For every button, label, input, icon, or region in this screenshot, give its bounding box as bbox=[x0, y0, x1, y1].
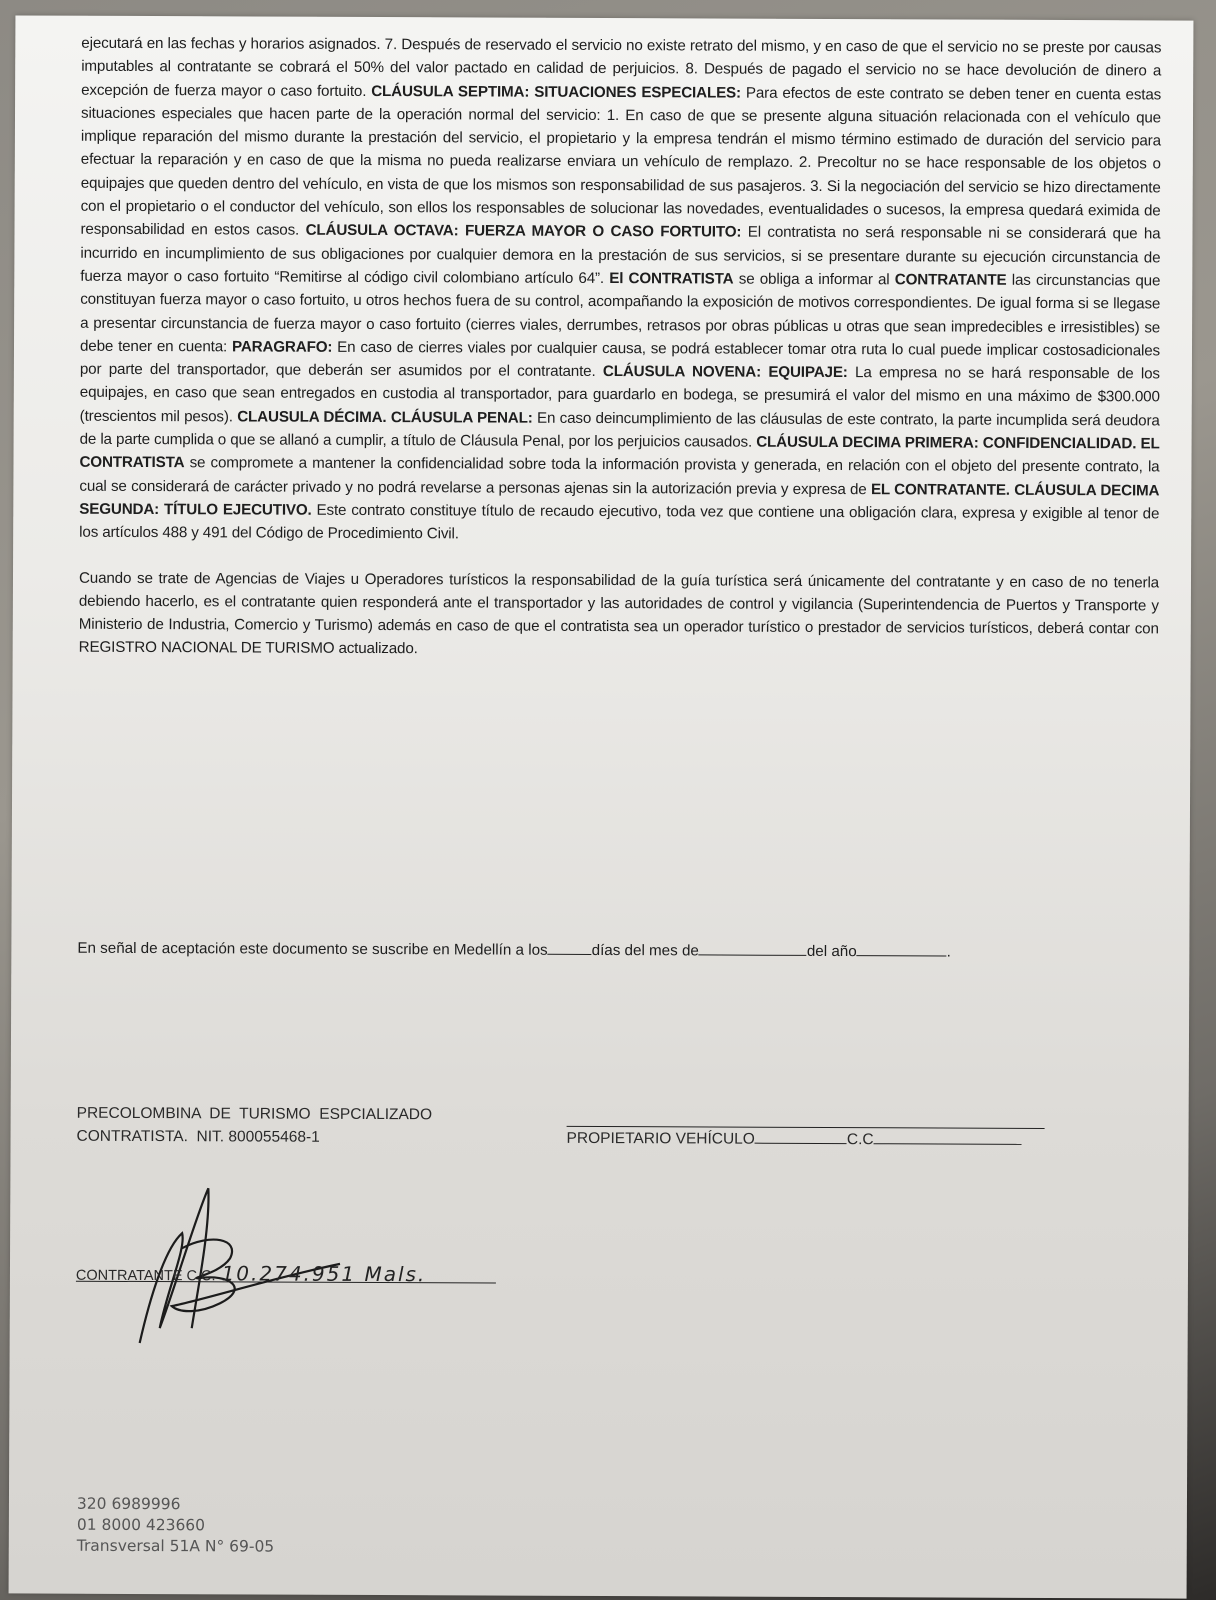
owner-signature-block bbox=[567, 1104, 1045, 1152]
clause-text: En caso de cierres viales por cualquier causa, se podrá establecer tomar otra ruta lo cual puede implicar costosadicionales por parte del transportador, que deberán ser asumidos por el contratante. bbox=[79, 338, 1161, 381]
clause-text: En caso deincumplimiento de las cláusulas de este contrato, la parte incumplida será deudora de la parte cumplida o que se allanó a cumplir, a título de Cláusula Penal, por los perjuicios causados. bbox=[79, 409, 1160, 451]
acceptance-prefix: En señal de aceptación este documento se suscribe en Medellín a los bbox=[77, 939, 548, 959]
clause-heading: PARAGRAFO: bbox=[231, 338, 333, 356]
clause-heading: CLÁUSULA SEPTIMA: SITUACIONES ESPECIALES: bbox=[371, 82, 741, 102]
days-field[interactable] bbox=[548, 940, 592, 955]
phone-number: 320 6989996 bbox=[76, 1494, 181, 1514]
contractor-label: CONTRATANTE C.C. bbox=[75, 1267, 216, 1285]
clause-text: las circunstancias que constituyan fuerza mayor o caso fortuito, u otros hechos fuera de su control, acompañando la exposición de motivos correspondientes. De igual forma si se llegase a presentar circunstancia de fuerza mayor o caso fortuito (cierres viales, derrumbes, retrasos por obras públicas u otras que sean impredecibles e irresistibles) se debe tener en cuenta: bbox=[79, 271, 1161, 356]
clause-heading: CLÁUSULA DECIMA PRIMERA: CONFIDENCIALIDAD. EL CONTRATISTA bbox=[79, 433, 1160, 472]
year-field[interactable] bbox=[857, 941, 947, 956]
company-role-nit: CONTRATISTA. NIT. 800055468-1 bbox=[76, 1127, 320, 1146]
owner-signature-line[interactable] bbox=[567, 1104, 1045, 1129]
clauses-paragraph bbox=[79, 32, 1161, 549]
clause-heading: CLAUSULA DÉCIMA. CLÁUSULA PENAL: bbox=[237, 408, 533, 427]
clause-heading: CONTRATANTE bbox=[894, 271, 1007, 289]
clause-text: ejecutará en las fechas y horarios asignados. 7. Después de reservado el servicio no existe retrato del mismo, y en caso de que el servicio no se preste por causas imputables al contratante se cobrará el 50% del valor pactado en calidad de perjuicios. 8. Después de pagado el servicio no se hace devolución de dinero a excepción de fuerza mayor o caso fortuito. bbox=[81, 34, 1162, 100]
clause-heading: CLÁUSULA NOVENA: EQUIPAJE: bbox=[602, 363, 848, 382]
address: Transversal 51A N° 69-05 bbox=[76, 1536, 275, 1556]
clause-heading: El CONTRATISTA bbox=[609, 269, 734, 288]
owner-name-field[interactable] bbox=[755, 1129, 847, 1144]
contractor-signature-block bbox=[76, 1261, 426, 1287]
year-label: del año bbox=[806, 942, 857, 961]
contractor-cc-handwritten: 10.274.951 Mals. bbox=[221, 1261, 427, 1287]
contractor-company-block bbox=[77, 1102, 433, 1150]
owner-label: PROPIETARIO VEHÍCULO bbox=[566, 1129, 755, 1148]
clause-text: La empresa no se hará responsable de los equipajes, en caso que sean entregados en custodia al transportador, para guardarlo en bodega, se presumirá el valor del mismo en una máximo de $300.000 (trescientos mil pesos). bbox=[79, 364, 1160, 426]
owner-cc-field[interactable] bbox=[874, 1129, 1022, 1145]
month-field[interactable] bbox=[699, 940, 807, 955]
contract-body bbox=[79, 32, 1162, 664]
clause-text: Para efectos de este contrato se deben tener en cuenta estas situaciones especiales que hacen parte de la operación normal del servicio: 1. En caso de que se presente alguna situación relacionada con el vehículo que implique reparación del mismo durante la prestación del servicio, el propietario y la empresa tendrán el mismo término estimado de duración del servicio para efectuar la reparación y en caso de que la misma no pueda realizarse enviara un vehículo de remplazo. 2. Precoltur no se hace responsable de los objetos o equipajes que queden dentro del vehículo, en vista de que los mismos son responsabilidad de sus pasajeros. 3. Si la negociación del servicio se hizo directamente con el propietario o el conductor del vehículo, son ellos los responsables de solucionar las novedades, eventualidades o sucesos, la empresa quedará eximida de responsabilidad en estos casos. bbox=[80, 84, 1162, 240]
acceptance-mid: días del mes de bbox=[591, 941, 699, 960]
toll-free-number: 01 8000 423660 bbox=[76, 1515, 206, 1535]
clause-text: se compromete a mantener la confidencialidad sobre toda la información provista y generada, en relación con el objeto del presente contrato, la cual se considerará de carácter privado y no podrá revelarse a personas ajenas sin la autorización previa y expresa de bbox=[79, 454, 1160, 498]
acceptance-end: . bbox=[946, 943, 951, 961]
clause-text: El contratista no será responsable ni se considerará que ha incurrido en incumplimiento de sus obligaciones por cualquier demora en la prestación de sus servicios, si se presentare durante su ejecución circunstancia de fuerza mayor o caso fortuito “Remitirse al código civil colombiano artículo 64”. bbox=[80, 223, 1161, 287]
clause-heading: EL CONTRATANTE. CLÁUSULA DECIMA SEGUNDA: TÍTULO EJECUTIVO. bbox=[79, 480, 1160, 519]
tourism-agencies-paragraph: Cuando se trate de Agencias de Viajes u Operadores turísticos la responsabilidad de la guía turística será únicamente del contratante y en caso de no tenerla debiendo hacerlo, es el contratante quien responderá ante el transportador y las autoridades de control y vigilancia (Superintendencia de Puertos y Transporte y Ministerio de Industria, Comercio y Turismo) además en caso de que el contratista sea un operador turístico o prestador de servicios turísticos, deberá contar con REGISTRO NACIONAL DE TURISMO actualizado. bbox=[78, 569, 1160, 658]
document-page bbox=[9, 15, 1194, 1598]
clause-heading: CLÁUSULA OCTAVA: FUERZA MAYOR O CASO FORTUITO: bbox=[305, 222, 742, 241]
company-name: PRECOLOMBINA DE TURISMO ESPCIALIZADO bbox=[76, 1104, 433, 1124]
acceptance-line bbox=[77, 938, 951, 961]
clause-text: se obliga a informar al bbox=[733, 270, 895, 289]
company-footer bbox=[77, 1494, 275, 1558]
clause-text: Este contrato constituye título de recaudo ejecutivo, toda vez que contiene una obligación clara, expresa y exigible al tenor de los artículos 488 y 491 del Código de Procedimiento Civil. bbox=[79, 501, 1160, 543]
owner-cc-label: C.C bbox=[846, 1131, 874, 1149]
